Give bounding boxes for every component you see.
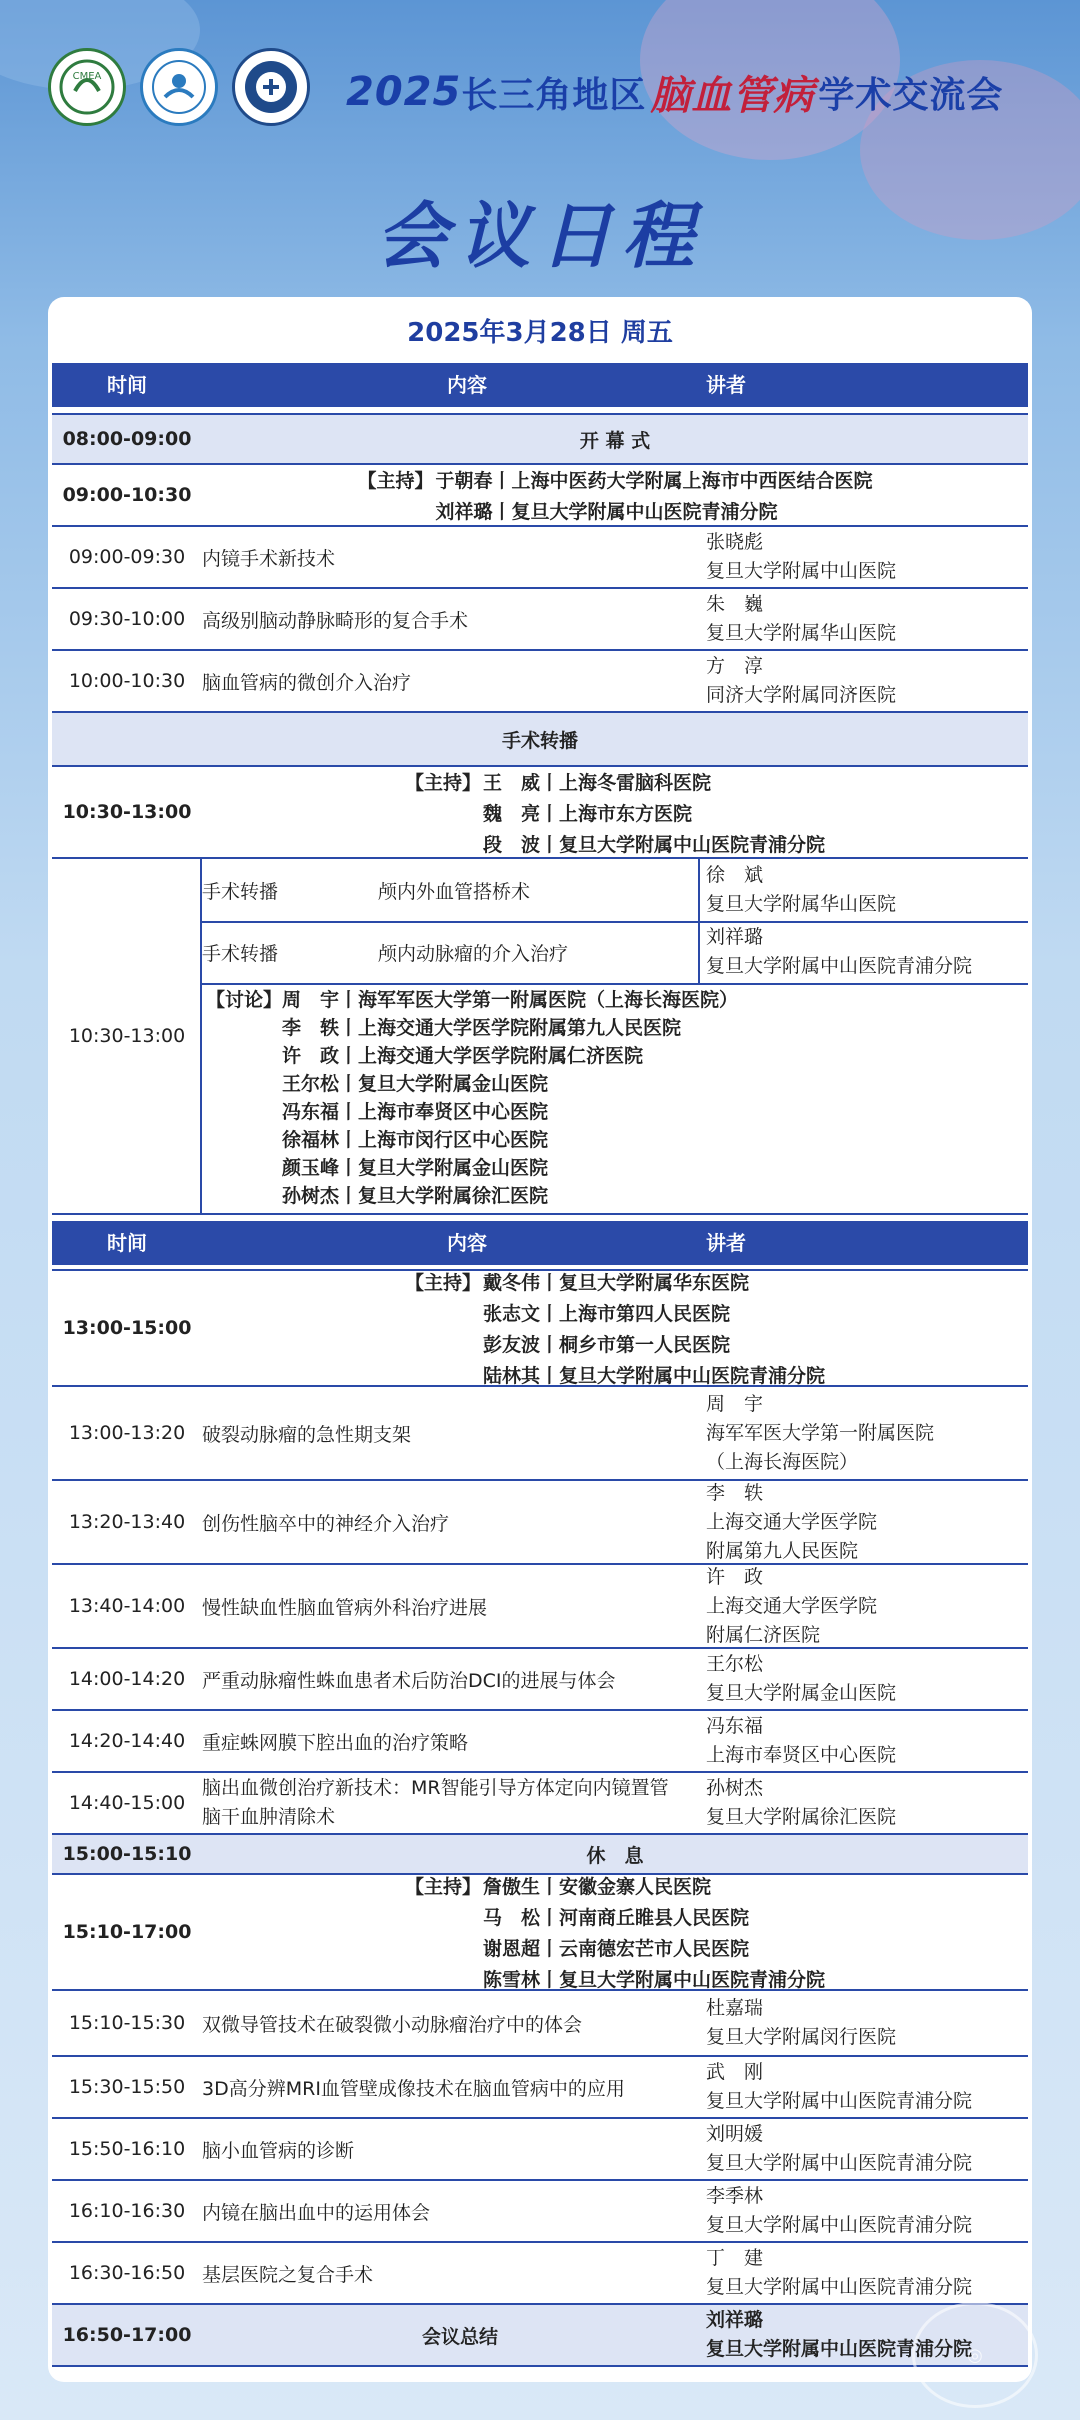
talk-topic: 内镜手术新技术 [202,547,336,570]
talk-row [52,1387,1028,1481]
chair-name: 张志文丨上海市第四人民医院 [483,1303,731,1325]
talk-topic: 破裂动脉瘤的急性期支架 [202,1423,412,1446]
talk-row [52,2057,1028,2119]
event-suffix: 学术交流会 [818,74,1004,116]
speaker-hospital: 复旦大学附属中山医院青浦分院 [706,2276,973,2298]
speaker-name: 刘祥璐 [706,926,764,948]
session2b-time: 10:30-13:00 [68,1025,186,1047]
talk-time: 16:10-16:30 [68,2200,186,2222]
discussant: 孙树杰丨复旦大学附属徐汇医院 [282,1185,549,1207]
association-logo [140,48,218,126]
discussant: 李 轶丨上海交通大学医学院附属第九人民医院 [282,1017,682,1039]
session4-time: 15:10-17:00 [62,1921,192,1943]
topic-line: 脑出血微创治疗新技术：MR智能引导方体定向内镜置管 [202,1777,669,1799]
discussant: 周 宇丨海军军医大学第一附属医院（上海长海医院） [282,989,739,1011]
closing-time: 16:50-17:00 [62,2324,192,2346]
speaker-hospital: 附属仁济医院 [706,1623,821,1646]
speaker-hospital: 复旦大学附属中山医院青浦分院 [706,2338,973,2360]
speaker-name: 丁 建 [706,2247,764,2269]
cmea-logo [48,48,126,126]
speaker-hospital: 海军军医大学第一附属医院 [706,1421,935,1444]
session4-chairs [202,1875,1028,1989]
col-content: 内容 [447,1231,487,1255]
broadcast-type: 手术转播 [202,880,279,903]
chair-name: 段 波丨复旦大学附属中山医院青浦分院 [483,833,826,856]
event-title [346,62,1003,122]
talk-speaker [706,1481,877,1563]
talk-row [52,589,1028,651]
chair-name: 马 松丨河南商丘睢县人民医院 [483,1907,750,1929]
chair-name: 王 威丨上海冬雷脑科医院 [483,771,712,794]
speaker-name: 王尔松 [706,1653,764,1675]
chair-name: 于朝春丨上海中医药大学附属上海市中西医结合医院 [435,470,873,492]
speaker-hospital: （上海长海医院） [706,1450,859,1473]
break-row [52,1835,1028,1875]
speaker-hospital: 上海交通大学医学院 [706,1510,878,1533]
talk-row [52,2119,1028,2181]
chair-role [405,1330,481,1357]
talk-time: 15:10-15:30 [68,2012,186,2034]
speaker-hospital: 附属第九人民医院 [706,1539,859,1562]
talk-topic [202,1773,669,1833]
speaker-hospital: 同济大学附属同济医院 [706,684,897,706]
chair-role: 【主持】 [404,1272,481,1294]
discussant: 冯东福丨上海市奉贤区中心医院 [282,1101,549,1123]
speaker-hospital: 复旦大学附属徐汇医院 [706,1806,897,1828]
topic-line: 脑干血肿清除术 [202,1806,336,1828]
session2-chairs-row [52,767,1028,859]
speaker-name: 许 政 [706,1565,764,1588]
speaker-name: 徐 斌 [706,864,764,886]
speaker-hospital: 复旦大学附属中山医院青浦分院 [706,2090,973,2112]
talk-row [52,1711,1028,1773]
talk-time: 13:20-13:40 [68,1511,186,1533]
speaker-name: 刘明媛 [706,2123,764,2145]
talk-speaker [706,1565,877,1647]
talk-speaker [706,2243,972,2303]
session2-chairs [202,767,1028,857]
discussant: 颜玉峰丨复旦大学附属金山医院 [282,1157,549,1179]
talk-speaker [706,1773,896,1833]
broadcast-row [202,921,1028,985]
col-content: 内容 [447,373,487,397]
talk-time: 16:30-16:50 [68,2262,186,2284]
talk-row [52,2181,1028,2243]
session3-chairs [202,1271,1028,1385]
talk-time: 10:00-10:30 [68,670,186,692]
talk-topic: 双微导管技术在破裂微小动脉瘤治疗中的体会 [202,2013,583,2036]
schedule-date: 2025年3月28日 周五 [407,318,673,348]
chair-role [357,497,433,524]
opening-row [52,413,1028,465]
talk-topic: 内镜在脑出血中的运用体会 [202,2201,431,2224]
discussant: 王尔松丨复旦大学附属金山医院 [282,1073,549,1095]
talk-time: 09:30-10:00 [68,608,186,630]
speaker-hospital: 复旦大学附属华山医院 [706,622,897,644]
speaker-name: 方 淳 [706,655,764,677]
discussion-block [202,983,1028,1213]
chair-name: 陈雪林丨复旦大学附属中山医院青浦分院 [483,1969,826,1991]
talk-row [52,651,1028,713]
cmea-logo-text: CMEA [72,71,102,82]
surgery-section-label: 手术转播 [501,729,578,752]
talk-speaker [706,1387,934,1479]
divider [200,859,202,1213]
speaker-hospital: 复旦大学附属中山医院青浦分院 [706,955,973,977]
speaker-hospital: 复旦大学附属闵行医院 [706,2026,897,2048]
talk-speaker [706,2119,972,2179]
talk-topic: 脑小血管病的诊断 [202,2139,355,2162]
chair-role: 【主持】 [404,1876,481,1898]
surgery-section-row [52,713,1028,767]
talk-time: 14:00-14:20 [68,1668,186,1690]
chair-name: 魏 亮丨上海市东方医院 [483,802,693,825]
opening-label: 开 幕 式 [579,429,651,452]
talk-speaker [706,1711,896,1771]
speaker-hospital: 上海市奉贤区中心医院 [706,1744,897,1766]
discussant: 徐福林丨上海市闵行区中心医院 [282,1129,549,1151]
speaker-hospital: 上海交通大学医学院 [706,1594,878,1617]
talk-row [52,527,1028,589]
chair-role: 【主持】 [404,771,481,794]
chair-role [405,1299,481,1326]
talk-speaker [706,2181,972,2241]
closing-label: 会议总结 [422,2325,499,2348]
talk-row [52,2243,1028,2305]
session2b-row [52,859,1028,1215]
table-header [52,1221,1028,1265]
talk-speaker [706,2057,972,2117]
talk-time: 13:40-14:00 [68,1595,186,1617]
chair-role: 【主持】 [357,470,434,492]
chair-name: 彭友波丨桐乡市第一人民医院 [483,1334,731,1356]
speaker-hospital: 复旦大学附属华山医院 [706,893,897,915]
chair-role [405,799,481,826]
talk-row [52,1481,1028,1565]
session4-chairs-row [52,1875,1028,1991]
session2-time: 10:30-13:00 [62,801,192,823]
chair-name: 詹傲生丨安徽金寨人民医院 [483,1876,712,1898]
chair-name: 陆林其丨复旦大学附属中山医院青浦分院 [483,1365,826,1387]
chair-role [405,1361,481,1388]
talk-speaker [706,527,896,587]
talk-topic: 高级别脑动静脉畸形的复合手术 [202,609,469,632]
col-time: 时间 [107,1231,147,1255]
opening-time: 08:00-09:00 [62,428,192,450]
talk-time: 15:50-16:10 [68,2138,186,2160]
event-highlight: 脑血管病 [650,72,815,119]
speaker-name: 朱 巍 [706,593,764,615]
talk-topic: 3D高分辨MRI血管壁成像技术在脑血管病中的应用 [202,2077,625,2100]
talk-topic: 严重动脉瘤性蛛血患者术后防治DCI的进展与体会 [202,1669,616,1692]
talk-topic: 重症蛛网膜下腔出血的治疗策略 [202,1731,469,1754]
speaker-name: 刘祥璐 [706,2309,764,2331]
talk-time: 14:40-15:00 [68,1792,186,1814]
broadcast-speaker [706,921,972,983]
session1-chairs-row [52,465,1028,527]
session1-time: 09:00-10:30 [62,484,192,506]
chair-role [405,1965,481,1992]
speaker-hospital: 复旦大学附属中山医院 [706,560,897,582]
speaker-name: 张晓彪 [706,531,764,553]
broadcast-type: 手术转播 [202,942,279,965]
talk-row [52,1565,1028,1649]
divider [698,921,700,983]
speaker-hospital: 复旦大学附属中山医院青浦分院 [706,2214,973,2236]
chair-name: 刘祥璐丨复旦大学附属中山医院青浦分院 [435,501,778,523]
speaker-name: 杜嘉瑞 [706,1997,764,2019]
event-region: 长三角地区 [461,74,647,116]
broadcast-speaker [706,859,896,921]
speaker-hospital: 复旦大学附属金山医院 [706,1682,897,1704]
event-year: 2025 [346,69,462,115]
broadcast-topic: 颅内动脉瘤的介入治疗 [378,942,569,965]
speaker-name: 孙树杰 [706,1777,764,1799]
chair-role [405,1903,481,1930]
chair-role [405,1934,481,1961]
col-speaker: 讲者 [706,373,746,397]
hospital-logo [232,48,310,126]
col-speaker: 讲者 [706,1231,746,1255]
talk-row [52,1649,1028,1711]
speaker-name: 李季林 [706,2185,764,2207]
talk-time: 13:00-13:20 [68,1422,186,1444]
talk-speaker [706,651,896,711]
discussant: 许 政丨上海交通大学医学院附属仁济医院 [282,1045,644,1067]
session1-chairs [202,465,1028,525]
closing-row [52,2305,1028,2367]
speaker-name: 冯东福 [706,1715,764,1737]
header [0,0,1080,200]
chair-name: 谢恩超丨云南德宏芒市人民医院 [483,1938,750,1960]
talk-time: 15:30-15:50 [68,2076,186,2098]
talk-time: 14:20-14:40 [68,1730,186,1752]
talk-speaker [706,1991,896,2055]
talk-row [52,1991,1028,2057]
talk-speaker [706,589,896,649]
discussion-label: 【讨论】 [206,989,283,1011]
schedule-card [48,297,1032,2382]
break-time: 15:00-15:10 [62,1843,192,1865]
talk-row [52,1773,1028,1835]
speaker-name: 武 刚 [706,2061,764,2083]
session3-time: 13:00-15:00 [62,1317,192,1339]
talk-topic: 脑血管病的微创介入治疗 [202,671,412,694]
chair-role [405,830,481,857]
speaker-hospital: 复旦大学附属中山医院青浦分院 [706,2152,973,2174]
speaker-name: 周 宇 [706,1392,764,1415]
watermark-stamp: ◎ [912,2302,1038,2408]
speaker-name: 李 轶 [706,1481,764,1504]
chair-name: 戴冬伟丨复旦大学附属华东医院 [483,1272,750,1294]
schedule-table [52,363,1028,2367]
talk-speaker [706,1649,896,1709]
divider [698,859,700,921]
talk-topic: 创伤性脑卒中的神经介入治疗 [202,1512,450,1535]
page-title: 会议日程 [375,194,704,278]
session3-chairs-row [52,1271,1028,1387]
talk-topic: 基层医院之复合手术 [202,2263,374,2286]
talk-time: 09:00-09:30 [68,546,186,568]
broadcast-row [202,859,1028,923]
col-time: 时间 [107,373,147,397]
talk-topic: 慢性缺血性脑血管病外科治疗进展 [202,1596,488,1619]
break-label: 休 息 [586,1844,644,1867]
table-header [52,363,1028,407]
broadcast-topic: 颅内外血管搭桥术 [378,880,531,903]
